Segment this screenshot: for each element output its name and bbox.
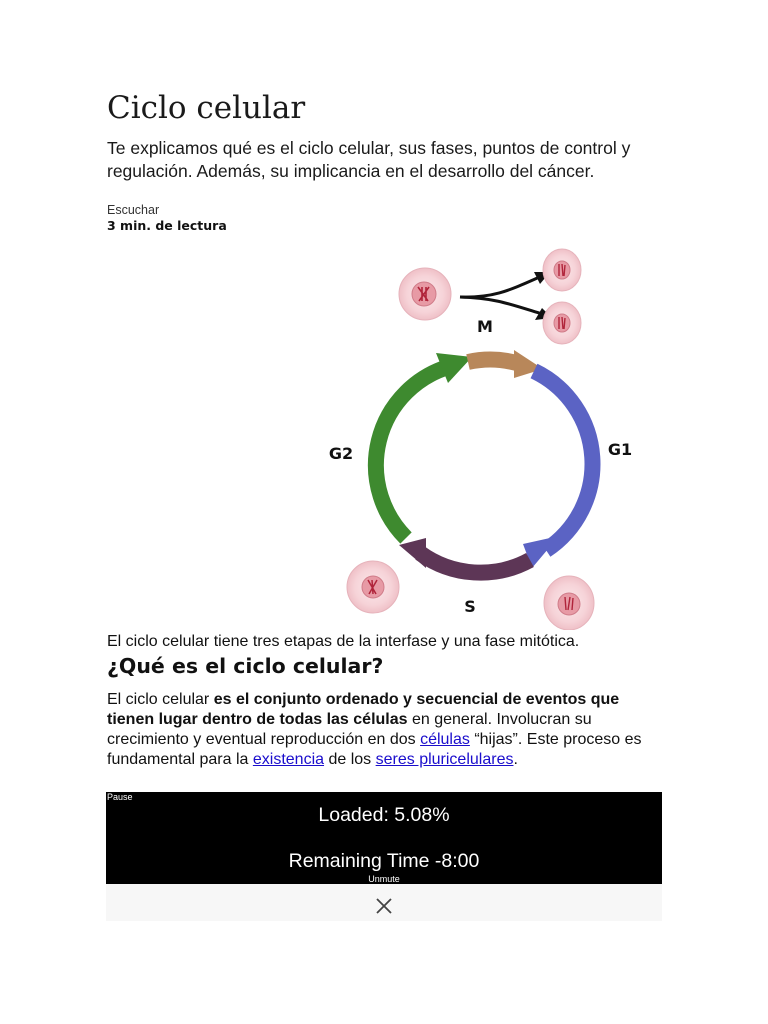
cell-cycle-diagram [320, 238, 640, 630]
close-icon [375, 897, 393, 915]
cell-mitosis-mother [399, 268, 451, 320]
link-seres-pluricelulares[interactable]: seres pluricelulares [375, 751, 514, 768]
division-arrows [460, 272, 552, 320]
cell-cycle-figure [320, 238, 640, 630]
label-g1: G1 [607, 440, 633, 459]
label-s: S [464, 597, 476, 616]
paragraph-text: de los [324, 751, 376, 768]
page-title: Ciclo celular [107, 90, 306, 126]
paragraph-text: El ciclo celular [107, 691, 214, 708]
paragraph-text: en general. Involucran su crecimiento y eventual reproducción en dos [107, 711, 592, 748]
video-player[interactable] [106, 792, 662, 884]
loaded-status: Loaded: 5.08% [318, 804, 450, 826]
section-paragraph [107, 690, 663, 770]
label-m: M [477, 317, 493, 336]
cell-daughter-top [543, 249, 581, 291]
label-g2: G2 [328, 444, 354, 463]
cell-g1 [544, 576, 594, 630]
close-button[interactable] [370, 892, 398, 920]
cell-daughter-bottom [543, 302, 581, 344]
cycle-ring [376, 350, 593, 573]
pause-button[interactable]: Pause [107, 792, 133, 802]
unmute-button[interactable]: Unmute [368, 874, 400, 884]
paragraph-bold: es el conjunto ordenado y secuencial de eventos que tienen lugar dentro de todas las células [107, 691, 620, 728]
cell-g2 [347, 561, 399, 613]
link-celulas[interactable]: células [420, 731, 470, 748]
ad-close-bar [106, 884, 662, 921]
article-intro: Te explicamos qué es el ciclo celular, sus fases, puntos de control y regulación. Además, su implicancia en el desarrollo del cáncer. [107, 138, 631, 181]
figure-caption: El ciclo celular tiene tres etapas de la interfase y una fase mitótica. [107, 633, 580, 650]
link-existencia[interactable]: existencia [252, 751, 325, 768]
read-time: 3 min. de lectura [107, 218, 227, 233]
remaining-time: Remaining Time -8:00 [288, 850, 480, 872]
paragraph-text: “hijas”. Este proceso es fundamental para la [107, 731, 642, 768]
paragraph-text: . [513, 751, 518, 768]
listen-button[interactable]: Escuchar [107, 203, 160, 217]
section-heading: ¿Qué es el ciclo celular? [107, 654, 384, 678]
